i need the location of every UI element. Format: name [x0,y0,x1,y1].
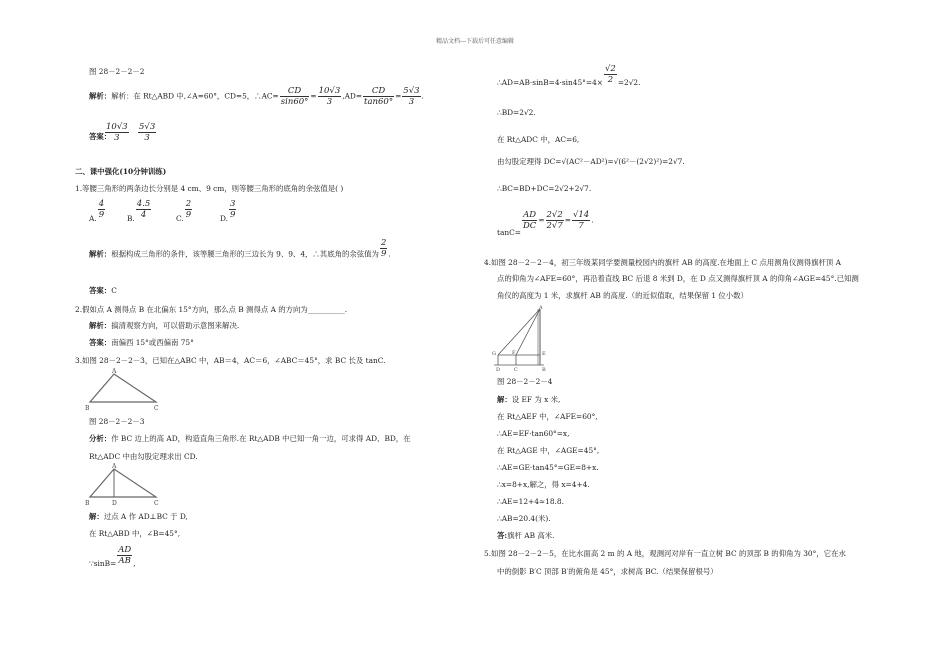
right-line-5: ∴BC=BD+DC=2√2+2√7. [497,184,592,193]
label-a: A [539,305,543,311]
option-b: B. $\frac{4.5}{4}$ [127,199,151,223]
q3-solution-1: 解：过点 A 作 AD⊥BC 于 D, [89,512,188,521]
question-4-line-3: 角仪的高度为 1 米，求旗杆 AB 的高度.（的近似值取，结果保留 1 位小数） [497,291,748,300]
q4-solution-1: 解：设 EF 为 x 米, [497,395,561,404]
option-c: C. $\frac{2}{9}$ [176,199,192,223]
label-d: D [112,500,117,507]
q4-solution-8: ∴AB=20.4(米). [497,514,551,523]
q2-solution: 解析：搞清观察方向，可以借助示意图来解决. [89,321,240,330]
right-line-6: tanC= $\frac{AD}{DC}$ = $\frac{2√2}{2√7}$ = $\frac{√14}{7}$ . [497,210,594,237]
solution-1: 解析：解析：在 Rt△ABD 中,∠A=60°，CD=5，∴AC= $\frac{CD}{\sin 60^\circ}$ = $\frac{10√3}{3}$ ,AD= $\frac{CD}{\tan 60^\circ}$ = $\frac{5√3}{3}$ . [89,86,424,107]
q4-solution-2: 在 Rt△AEF 中，∠AFE=60°, [497,412,598,421]
question-5-line-1: 5.如图 28－2－2－5，在比水面高 2 m 的 A 地，观测河对岸有一直立树 BC 的顶部 B 的仰角为 30°，它在水 [484,549,846,558]
label-b: B [85,500,90,507]
label-d: D [496,367,501,371]
question-4-line-1: 4.如图 28－2－2－4，初三年级某同学要测量校园内的旗杆 AB 的高度.在地面上 C 点用测角仪测得旗杆顶 A [484,258,842,267]
triangle-figure-3 [84,368,164,412]
q4-answer: 答:旗杆 AB 高米. [497,531,555,540]
option-a: A. $\frac{4}{9}$ [89,199,105,223]
q2-answer: 答案：南偏西 15°或西偏南 75° [89,338,194,347]
label-f: F [512,350,516,356]
section-heading: 二、课中强化(10分钟训练) [75,167,167,176]
label-c: C [154,500,159,507]
label-a: A [112,368,117,375]
right-line-3: 在 Rt△ADC 中，AC=6, [497,135,580,144]
figure-caption-3: 图 28－2－2－3 [89,417,145,426]
label-c: C [514,367,518,371]
label-b: B [542,367,546,371]
figure-caption-2: 图 28－2－2－2 [89,67,145,76]
q1-solution: 解析：根据构成三角形的条件，该等腰三角形的三边长为 9、9、4，∴其底角的余弦值为 $\frac{2}{9}$ . [89,238,391,259]
option-d: D. $\frac{3}{9}$ [220,199,236,223]
label-c: C [154,405,159,412]
solution-label: 解析： [89,91,112,101]
q3-solution-3: ∵sinB= $\frac{AD}{AB}$ , [89,545,136,568]
label-a: A [112,463,117,470]
answer-1-fractions: $\frac{10√3}{3}$ $\frac{5√3}{3}$ [106,122,156,143]
page-header: 精品文档---下载后可任意编辑 [435,38,515,45]
flagpole-figure [492,305,552,371]
q3-analysis: 分析：作 BC 边上的高 AD，构造直角三角形.在 Rt△ADB 中已知一角一边，可求得 AD、BD，在 [89,434,411,443]
question-1: 1.等腰三角形的两条边长分别是 4 cm、9 cm，则等腰三角形的底角的余弦值是( ) [75,184,344,193]
answer-1: 答案： [89,132,112,141]
question-3: 3.如图 28－2－2－3，已知在△ABC 中，AB＝4，AC＝6，∠ABC＝45°，求 BC 长及 tanC. [75,356,386,365]
q4-solution-7: ∴AE=12+4≈18.8. [497,497,564,506]
q1-answer: 答案：C [89,286,117,295]
q4-solution-4: 在 Rt△AGE 中，∠AGE=45°, [497,446,600,455]
label-b: B [85,405,90,412]
figure-caption-4: 图 28－2－2－4 [497,377,553,386]
right-line-1: ∴AD=AB·sinB=4·sin45°=4× $\frac{√2}{2}$ =2√2. [497,64,641,87]
right-line-2: ∴BD=2√2. [497,108,536,117]
triangle-figure-3b [84,463,164,507]
label-e: E [542,351,546,357]
label-g: G [492,351,496,357]
q3-analysis-2: Rt△ADC 中由勾股定理求出 CD. [89,452,198,461]
question-4-line-2: 点的仰角为∠AFE=60°，再沿着直线 BC 后退 8 米到 D，在 D 点又测得旗杆顶 A 的仰角∠AGE=45°.已知测 [497,274,859,283]
question-2: 2.假如点 A 测得点 B 在北偏东 15°方向，那么点 B 测得点 A 的方向为__________. [75,305,348,314]
q3-solution-2: 在 Rt△ABD 中，∠B=45°, [89,529,181,538]
question-5-line-2: 中的倒影 B′C 顶部 B′的俯角是 45°，求树高 BC.（结果保留根号） [497,567,718,576]
right-line-4: 由勾股定理得 DC=√(AC²－AD²)=√(6²－(2√2)²)=2√7. [497,157,685,166]
q4-solution-6: ∴x=8+x,解之，得 x=4+4. [497,480,590,489]
q4-solution-3: ∴AE=EF·tan60°=x, [497,429,570,438]
q4-solution-5: ∴AE=GE·tan45°=GE=8+x. [497,463,599,472]
